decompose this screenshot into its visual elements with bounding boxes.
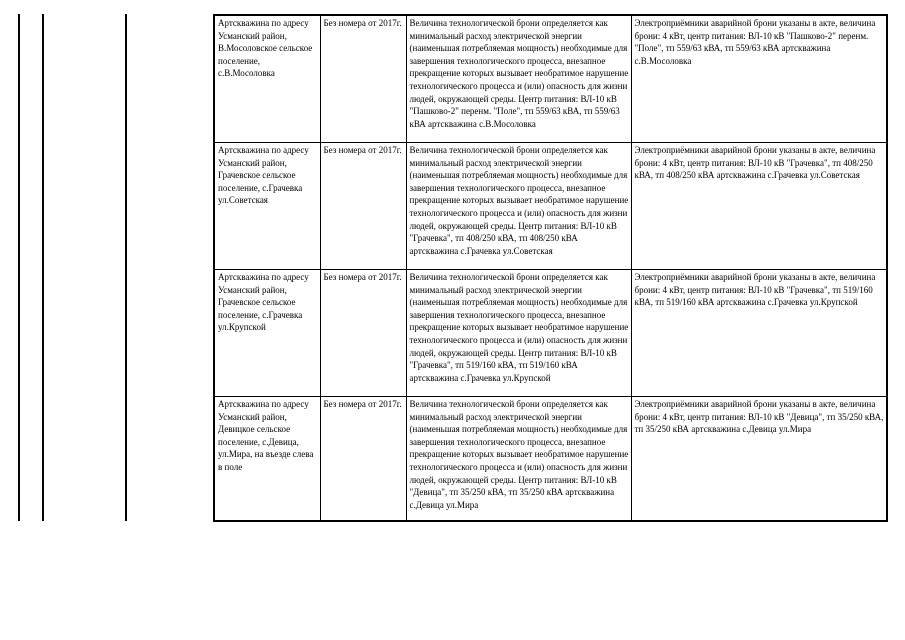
emergency-reserve-acts-table [213, 14, 888, 522]
object-address-cell: Артскважина по адресу Усманский район, Грачевское сельское поселение, с.Грачевка ул.Советская [214, 143, 320, 270]
object-address-cell: Артскважина по адресу Усманский район, В.Мосоловское сельское поселение, с.В.Мосоловка [214, 15, 320, 143]
left-border-line-3 [125, 14, 127, 521]
act-number-cell: Без номера от 2017г. [320, 270, 406, 397]
act-number-cell: Без номера от 2017г. [320, 397, 406, 522]
act-number-cell: Без номера от 2017г. [320, 143, 406, 270]
left-border-line-2 [42, 14, 44, 521]
act-number-cell: Без номера от 2017г. [320, 15, 406, 143]
reserve-description-cell: Величина технологической брони определяется как минимальный расход электрической энергии (наименьшая потребляемая мощность) необходимые для завершения технологического процесса, внезапное прекращение которых вызывает необратимое нарушение технологического процесса и (или) опасность для жизни людей, окружающей среды. Центр питания: ВЛ-10 кВ "Грачевка", тп 519/160 кВА, тп 519/160 кВА артскважина с.Грачевка ул.Крупской [406, 270, 631, 397]
power-receivers-cell: Электроприёмники аварийной брони указаны в акте, величина брони: 4 кВт, центр питания: ВЛ-10 кВ "Грачевка", тп 519/160 кВА, тп 519/160 кВА артскважина с.Грачевка ул.Крупской [631, 270, 887, 397]
table-row [214, 270, 887, 397]
reserve-description-cell: Величина технологической брони определяется как минимальный расход электрической энергии (наименьшая потребляемая мощность) необходимые для завершения технологического процесса, внезапное прекращение которых вызывает необратимое нарушение технологического процесса и (или) опасность для жизни людей, окружающей среды. Центр питания: ВЛ-10 кВ "Девица", тп 35/250 кВА, тп 35/250 кВА артскважина с.Девица ул.Мира [406, 397, 631, 522]
reserve-description-cell: Величина технологической брони определяется как минимальный расход электрической энергии (наименьшая потребляемая мощность) необходимые для завершения технологического процесса, внезапное прекращение которых вызывает необратимое нарушение технологического процесса и (или) опасность для жизни людей, окружающей среды. Центр питания: ВЛ-10 кВ "Пашково-2" перенм. "Поле", тп 559/63 кВА, тп 559/63 кВА артскважина с.В.Мосоловка [406, 15, 631, 143]
reserve-description-cell: Величина технологической брони определяется как минимальный расход электрической энергии (наименьшая потребляемая мощность) необходимые для завершения технологического процесса, внезапное прекращение которых вызывает необратимое нарушение технологического процесса и (или) опасность для жизни людей, окружающей среды. Центр питания: ВЛ-10 кВ "Грачевка", тп 408/250 кВА, тп 408/250 кВА артскважина с.Грачевка ул.Советская [406, 143, 631, 270]
table-row [214, 15, 887, 143]
left-border-line-1 [18, 14, 20, 521]
power-receivers-cell: Электроприёмники аварийной брони указаны в акте, величина брони: 4 кВт, центр питания: ВЛ-10 кВ "Девица", тп 35/250 кВА, тп 35/250 кВА артскважина с.Девица ул.Мира [631, 397, 887, 522]
power-receivers-cell: Электроприёмники аварийной брони указаны в акте, величина брони: 4 кВт, центр питания: ВЛ-10 кВ "Пашково-2" перенм. "Поле", тп 559/63 кВА, тп 559/63 кВА артскважина с.В.Мосоловка [631, 15, 887, 143]
object-address-cell: Артскважина по адресу Усманский район, Грачевское сельское поселение, с.Грачевка ул.Крупской [214, 270, 320, 397]
power-receivers-cell: Электроприёмники аварийной брони указаны в акте, величина брони: 4 кВт, центр питания: ВЛ-10 кВ "Грачевка", тп 408/250 кВА, тп 408/250 кВА артскважина с.Грачевка ул.Советская [631, 143, 887, 270]
table-row [214, 143, 887, 270]
table-row [214, 397, 887, 522]
object-address-cell: Артскважина по адресу Усманский район, Девицкое сельское поселение, с.Девица, ул.Мира, на въезде слева в поле [214, 397, 320, 522]
